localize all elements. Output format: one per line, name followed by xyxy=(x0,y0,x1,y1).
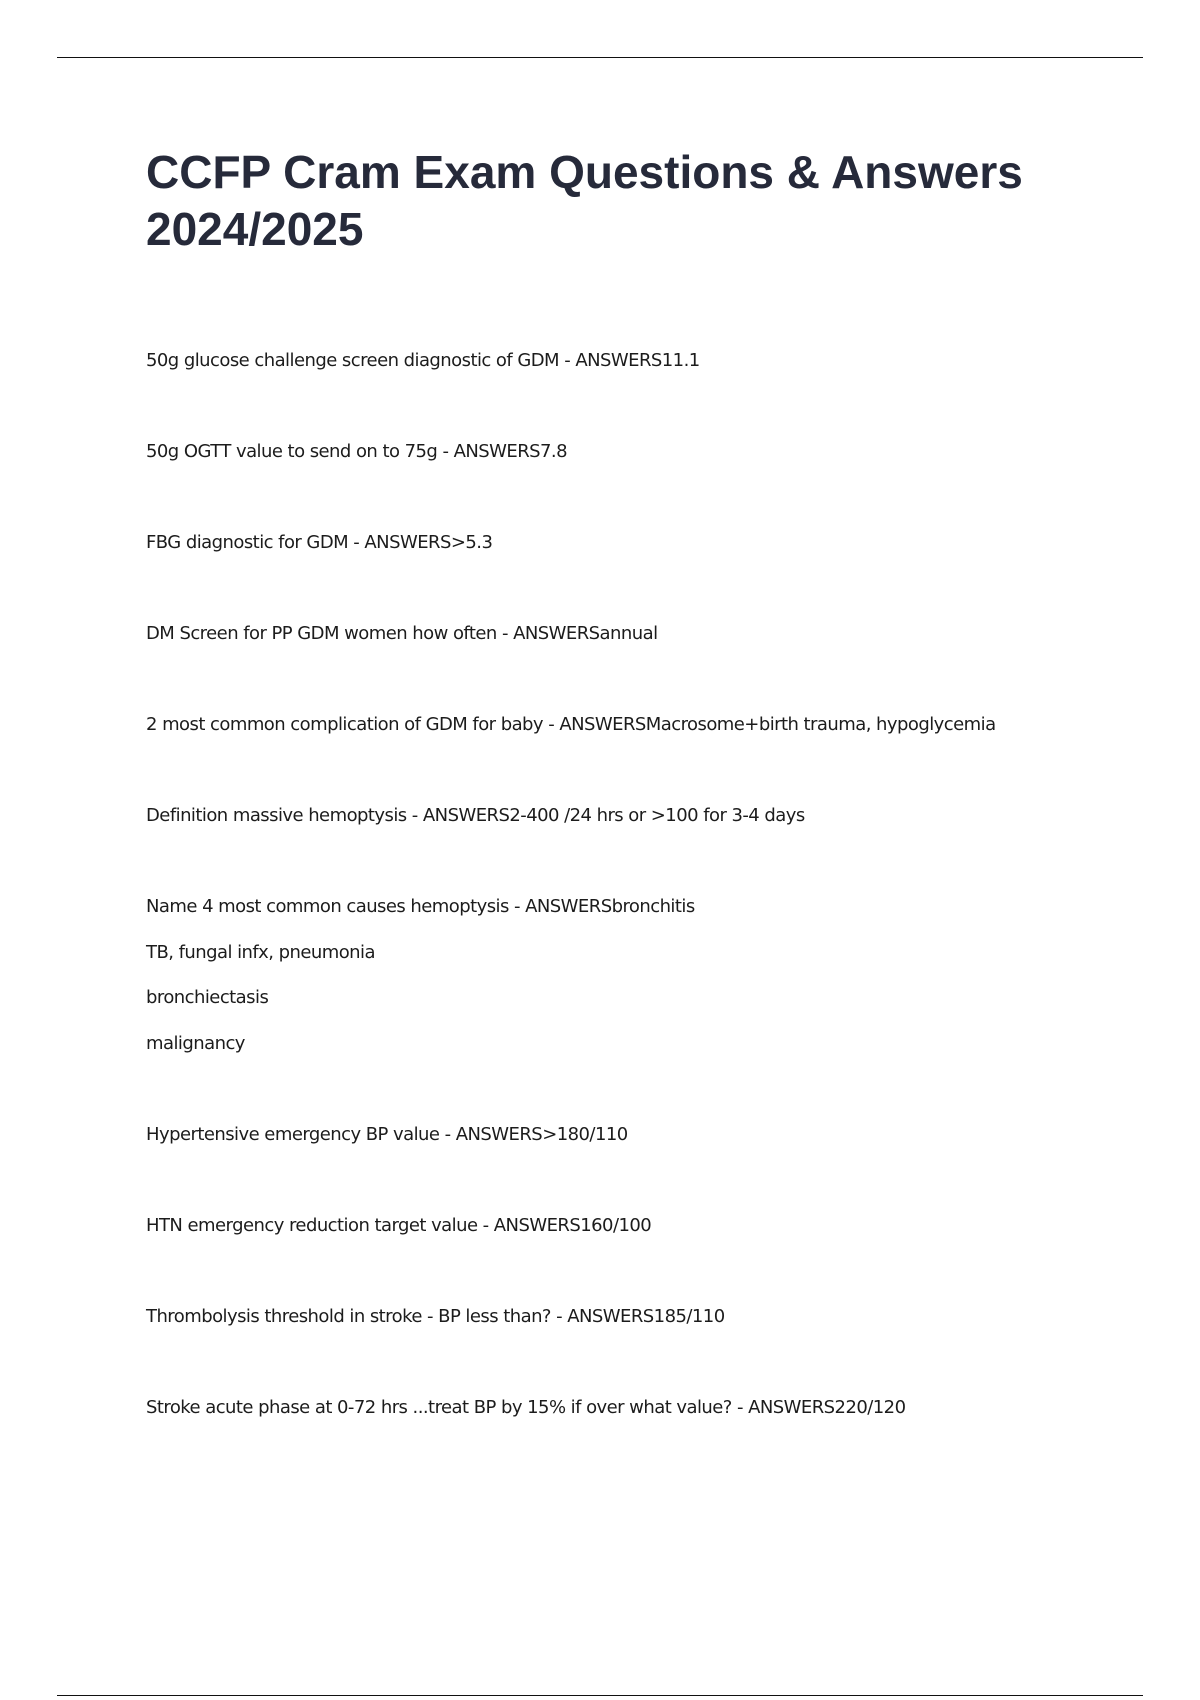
top-rule xyxy=(57,57,1143,58)
qa-item-7: Name 4 most common causes hemoptysis - ANSWERSbronchitis xyxy=(146,896,695,917)
title-line-2: 2024/2025 xyxy=(146,203,364,255)
qa-item-7-line-2: TB, fungal infx, pneumonia xyxy=(146,942,375,963)
qa-item-11: Stroke acute phase at 0-72 hrs ...treat BP by 15% if over what value? - ANSWERS220/120 xyxy=(146,1397,906,1418)
qa-item-5: 2 most common complication of GDM for baby - ANSWERSMacrosome+birth trauma, hypoglycemia xyxy=(146,714,996,735)
bottom-rule xyxy=(57,1695,1143,1696)
qa-item-7-line-4: malignancy xyxy=(146,1033,245,1054)
qa-item-9: HTN emergency reduction target value - ANSWERS160/100 xyxy=(146,1215,652,1236)
qa-item-10: Thrombolysis threshold in stroke - BP less than? - ANSWERS185/110 xyxy=(146,1306,725,1327)
qa-item-7-line-3: bronchiectasis xyxy=(146,987,269,1008)
title-line-1: CCFP Cram Exam Questions & Answers xyxy=(146,146,1023,198)
qa-item-8: Hypertensive emergency BP value - ANSWERS>180/110 xyxy=(146,1124,628,1145)
qa-item-1: 50g glucose challenge screen diagnostic of GDM - ANSWERS11.1 xyxy=(146,350,700,371)
document-title xyxy=(146,144,1106,258)
qa-item-2: 50g OGTT value to send on to 75g - ANSWERS7.8 xyxy=(146,441,567,462)
qa-item-4: DM Screen for PP GDM women how often - ANSWERSannual xyxy=(146,623,658,644)
qa-item-3: FBG diagnostic for GDM - ANSWERS>5.3 xyxy=(146,532,493,553)
qa-item-6: Definition massive hemoptysis - ANSWERS2-400 /24 hrs or >100 for 3-4 days xyxy=(146,805,805,826)
